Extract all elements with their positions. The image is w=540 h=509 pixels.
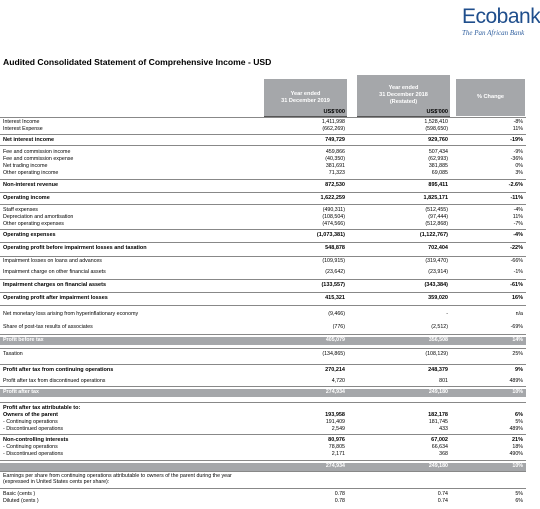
- row-label: Net monetary loss arising from hyperinflationary economy: [3, 311, 139, 317]
- percent-change: 6%: [515, 498, 523, 504]
- value-2019: 459,866: [325, 149, 345, 155]
- value-2019: (109,915): [322, 258, 345, 264]
- value-2019: 1,622,259: [320, 195, 345, 201]
- table-row: [0, 451, 526, 458]
- table-row: [0, 195, 526, 202]
- table-row: [0, 337, 526, 345]
- value-2019: 2,549: [331, 426, 345, 432]
- value-2018: 929,760: [428, 137, 448, 143]
- table-row: [0, 324, 526, 331]
- value-2019: (40,350): [325, 156, 345, 162]
- percent-change: -11%: [510, 195, 523, 201]
- percent-change: -19%: [510, 137, 523, 143]
- value-2018: 66,634: [431, 444, 448, 450]
- percent-change: 5%: [515, 491, 523, 497]
- value-2019: (133,557): [321, 282, 345, 288]
- table-row: [0, 149, 526, 156]
- row-label: Fee and commission expense: [3, 156, 74, 162]
- row-label: Depreciation and amortisation: [3, 214, 74, 220]
- table-row: [0, 126, 526, 133]
- value-2019: 71,323: [328, 170, 345, 176]
- percent-change: 3%: [515, 170, 523, 176]
- row-label: (expressed in United States cents per share):: [3, 479, 110, 485]
- value-2019: 4,720: [331, 378, 345, 384]
- row-label: Basic (cents ): [3, 491, 36, 497]
- value-2018: (598,650): [425, 126, 448, 132]
- percent-change: 489%: [509, 378, 523, 384]
- row-divider: [0, 434, 526, 435]
- table-row: [0, 137, 526, 144]
- row-divider: [0, 364, 526, 365]
- unit-label-2019: US$'000: [264, 109, 347, 117]
- row-divider: [0, 348, 526, 349]
- row-divider: [0, 145, 526, 146]
- row-label: Other operating expenses: [3, 221, 64, 227]
- percent-change: -36%: [510, 156, 523, 162]
- value-2019: 548,878: [325, 245, 345, 251]
- row-label: Impairment charges on financial assets: [3, 282, 107, 288]
- table-row: [0, 245, 526, 252]
- value-2019: (9,466): [328, 311, 345, 317]
- percent-change: 5%: [515, 419, 523, 425]
- page-title: Audited Consolidated Statement of Comprehensive Income - USD: [3, 57, 272, 67]
- percent-change: 490%: [509, 451, 523, 457]
- row-label: Profit after tax from discontinued operations: [3, 378, 106, 384]
- header-2019-line2: 31 December 2019: [281, 97, 330, 104]
- table-row: [0, 282, 526, 289]
- row-divider: [0, 279, 526, 280]
- value-2018: 248,379: [428, 367, 448, 373]
- value-2018: 507,434: [428, 149, 448, 155]
- value-2019: 415,321: [325, 295, 345, 301]
- value-2018: (62,993): [428, 156, 448, 162]
- row-label: Earnings per share from continuing operations attributable to owners of the parent during the year: [3, 473, 232, 479]
- percent-change: -4%: [513, 232, 523, 238]
- table-row: [0, 182, 526, 189]
- table-row: [0, 463, 526, 471]
- row-label: Owners of the parent: [3, 412, 59, 418]
- value-2019: (134,865): [322, 351, 345, 357]
- row-label: Fee and commission income: [3, 149, 71, 155]
- row-divider: [0, 117, 526, 118]
- table-row: [0, 156, 526, 163]
- value-2019: 78,805: [328, 444, 345, 450]
- value-2019: 381,691: [325, 163, 345, 169]
- header-2019-line1: Year ended: [290, 90, 321, 97]
- value-2018: 181,745: [428, 419, 448, 425]
- row-label: - Continuing operations: [3, 444, 58, 450]
- row-label: Non-interest revenue: [3, 182, 59, 188]
- percent-change: 11%: [512, 214, 523, 220]
- percent-change: 489%: [509, 426, 523, 432]
- value-2018: (343,384): [424, 282, 448, 288]
- percent-change: 0%: [515, 163, 523, 169]
- value-2019: 193,958: [325, 412, 345, 418]
- value-2019: 2,171: [331, 451, 345, 457]
- row-divider: [0, 305, 526, 306]
- value-2018: 381,885: [428, 163, 448, 169]
- value-2018: (512,868): [425, 221, 448, 227]
- value-2019: 80,976: [328, 437, 345, 443]
- value-2019: 405,079: [325, 337, 345, 343]
- value-2018: 801: [439, 378, 448, 384]
- value-2019: 270,214: [325, 367, 345, 373]
- percent-change: -9%: [513, 149, 523, 155]
- value-2019: 1,411,998: [321, 119, 345, 125]
- value-2018: 356,508: [428, 337, 448, 343]
- row-label: - Discontinued operations: [3, 451, 64, 457]
- row-divider: [0, 192, 526, 193]
- value-2018: 1,825,171: [423, 195, 448, 201]
- value-2019: (474,566): [322, 221, 345, 227]
- row-divider: [0, 402, 526, 403]
- header-2018-line3: (Restated): [389, 99, 418, 105]
- value-2018: 249,180: [428, 463, 448, 469]
- table-row: [0, 269, 526, 276]
- percent-change: -69%: [510, 324, 523, 330]
- percent-change: 14%: [512, 337, 523, 343]
- ecobank-logo: [462, 5, 540, 37]
- row-label: - Continuing operations: [3, 419, 58, 425]
- value-2018: -: [446, 311, 448, 317]
- value-2018: (23,914): [428, 269, 448, 275]
- table-row: [0, 351, 526, 358]
- value-2019: (776): [332, 324, 345, 330]
- row-divider: [0, 179, 526, 180]
- percent-change: -2.6%: [508, 182, 523, 188]
- value-2019: 749,729: [325, 137, 345, 143]
- value-2019: (490,311): [322, 207, 345, 213]
- percent-change: 6%: [515, 412, 523, 418]
- value-2018: 368: [439, 451, 448, 457]
- value-2019: (662,269): [322, 126, 345, 132]
- percent-change: 16%: [511, 295, 523, 301]
- table-row: [0, 389, 526, 397]
- row-label: Taxation: [3, 351, 23, 357]
- percent-change: -1%: [513, 269, 523, 275]
- percent-change: -61%: [510, 282, 523, 288]
- percent-change: 18%: [512, 444, 523, 450]
- row-label: Operating expenses: [3, 232, 56, 238]
- table-row: [0, 479, 526, 486]
- column-header-change: [456, 79, 525, 116]
- table-row: [0, 419, 526, 426]
- percent-change: n/a: [515, 311, 523, 317]
- row-label: - Discontinued operations: [3, 426, 64, 432]
- row-label: Diluted (cents ): [3, 498, 39, 504]
- value-2018: 69,085: [431, 170, 448, 176]
- row-divider: [0, 256, 526, 257]
- value-2019: 0.78: [334, 491, 345, 497]
- value-2019: 191,409: [325, 419, 345, 425]
- percent-change: -8%: [513, 119, 523, 125]
- percent-change: 10%: [512, 463, 523, 469]
- percent-change: -66%: [510, 258, 523, 264]
- row-label: Operating profit after impairment losses: [3, 295, 108, 301]
- row-label: Impairment losses on loans and advances: [3, 258, 102, 264]
- value-2018: 67,002: [431, 437, 448, 443]
- logo-tagline: The Pan African Bank: [462, 29, 525, 37]
- table-row: [0, 491, 526, 498]
- row-label: Profit after tax attributable to:: [3, 405, 81, 411]
- row-label: Operating income: [3, 195, 50, 201]
- row-label: Staff expenses: [3, 207, 38, 213]
- value-2018: (2,512): [431, 324, 448, 330]
- percent-change: 21%: [511, 437, 523, 443]
- table-row: [0, 119, 526, 126]
- row-divider: [0, 292, 526, 293]
- unit-label-2018: US$'000: [357, 109, 450, 117]
- row-label: Impairment charge on other financial assets: [3, 269, 106, 275]
- value-2018: 249,180: [428, 389, 448, 395]
- table-row: [0, 207, 526, 214]
- percent-change: 25%: [512, 351, 523, 357]
- value-2019: 0.78: [334, 498, 345, 504]
- row-label: Net trading income: [3, 163, 48, 169]
- value-2018: 702,404: [428, 245, 448, 251]
- table-row: [0, 437, 526, 444]
- value-2018: 895,411: [428, 182, 448, 188]
- row-label: Interest Expense: [3, 126, 43, 132]
- table-row: [0, 295, 526, 302]
- row-divider: [0, 134, 526, 135]
- percent-change: 9%: [515, 367, 523, 373]
- value-2019: 274,934: [325, 463, 345, 469]
- percent-change: 10%: [512, 389, 523, 395]
- table-row: [0, 163, 526, 170]
- table-row: [0, 498, 526, 505]
- value-2018: 0.74: [437, 491, 448, 497]
- row-label: Operating profit before impairment losses and taxation: [3, 245, 147, 251]
- row-divider: [0, 229, 526, 230]
- value-2019: (1,073,381): [316, 232, 345, 238]
- row-label: Non-controlling interests: [3, 437, 69, 443]
- row-divider: [0, 204, 526, 205]
- value-2018: (512,455): [425, 207, 448, 213]
- table-row: [0, 367, 526, 374]
- row-divider: [0, 386, 526, 387]
- table-row: [0, 258, 526, 265]
- header-change-label: % Change: [476, 94, 505, 100]
- value-2018: (319,470): [425, 258, 448, 264]
- value-2018: 1,528,410: [424, 119, 448, 125]
- table-row: [0, 378, 526, 385]
- table-row: [0, 232, 526, 239]
- row-label: Other operating income: [3, 170, 59, 176]
- row-label: Profit before tax: [3, 337, 44, 343]
- value-2018: (97,444): [428, 214, 448, 220]
- value-2018: (108,129): [425, 351, 448, 357]
- table-row: [0, 311, 526, 318]
- value-2018: 433: [439, 426, 448, 432]
- row-label: Net interest income: [3, 137, 55, 143]
- row-label: Interest Income: [3, 119, 40, 125]
- percent-change: 11%: [512, 126, 523, 132]
- table-row: [0, 426, 526, 433]
- logo-wordmark: Ecobank: [462, 5, 540, 28]
- percent-change: -22%: [510, 245, 523, 251]
- table-row: [0, 444, 526, 451]
- table-row: [0, 214, 526, 221]
- table-row: [0, 412, 526, 419]
- row-divider: [0, 471, 526, 472]
- value-2019: 274,934: [325, 389, 345, 395]
- row-label: Profit after tax from continuing operations: [3, 367, 114, 373]
- row-divider: [0, 460, 526, 461]
- table-row: [0, 221, 526, 228]
- value-2019: 872,530: [325, 182, 345, 188]
- row-label: Share of post-tax results of associates: [3, 324, 93, 330]
- percent-change: -4%: [513, 207, 523, 213]
- value-2018: 359,020: [428, 295, 448, 301]
- value-2019: (23,642): [325, 269, 345, 275]
- table-row: [0, 405, 526, 412]
- value-2018: 0.74: [437, 498, 448, 504]
- row-label: Profit after tax: [3, 389, 39, 395]
- value-2018: 182,178: [428, 412, 448, 418]
- value-2018: (1,122,767): [419, 232, 448, 238]
- row-divider: [0, 242, 526, 243]
- percent-change: -7%: [513, 221, 523, 227]
- header-2018-line2: 31 December 2018: [379, 92, 428, 98]
- row-divider: [0, 334, 526, 335]
- table-row: [0, 170, 526, 177]
- value-2019: (108,504): [322, 214, 345, 220]
- header-2018-line1: Year ended: [388, 85, 419, 91]
- row-divider: [0, 488, 526, 489]
